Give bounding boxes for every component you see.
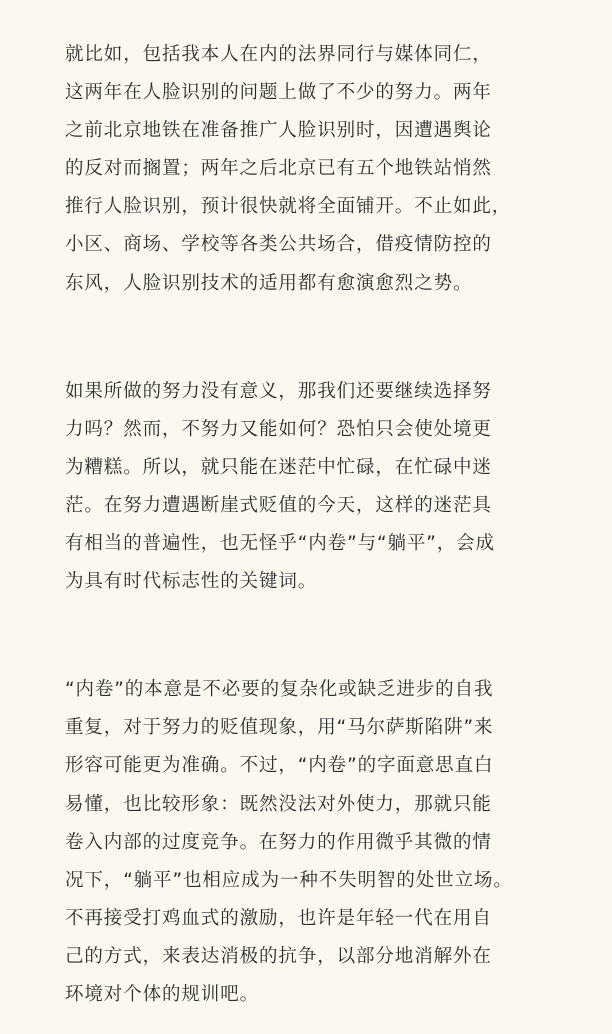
text-line: 之前北京地铁在准备推广人脸识别时，因遭遇舆论: [65, 120, 492, 142]
text-line: 为具有时代标志性的关键词。: [65, 571, 318, 593]
paragraph-1: [65, 36, 580, 303]
text-line: 茫。在努力遭遇断崖式贬值的今天，这样的迷茫具: [65, 494, 492, 516]
text-line: 推行人脸识别，预计很快就将全面铺开。不止如此，: [65, 196, 512, 218]
text-line: 为糟糕。所以，就只能在迷茫中忙碌，在忙碌中迷: [65, 456, 492, 478]
text-line: 如果所做的努力没有意义，那我们还要继续选择努: [65, 380, 492, 402]
text-line: 己的方式，来表达消极的抗争，以部分地消解外在: [65, 945, 492, 967]
text-line: 力吗？然而，不努力又能如何？恐怕只会使处境更: [65, 418, 492, 440]
text-line: 重复，对于努力的贬值现象，用“马尔萨斯陷阱”来: [65, 717, 494, 739]
text-line: 有相当的普遍性，也无怪乎“内卷”与“躺平”，会成: [65, 533, 495, 555]
text-line: “内卷”的本意是不必要的复杂化或缺乏进步的自我: [65, 679, 494, 701]
text-line: 的反对而搁置；两年之后北京已有五个地铁站悄然: [65, 158, 492, 180]
text-line: 小区、商场、学校等各类公共场合，借疫情防控的: [65, 234, 492, 256]
paragraph-2: [65, 373, 580, 602]
text-line: 东风，人脸识别技术的适用都有愈演愈烈之势。: [65, 272, 473, 294]
text-line: 况下，“躺平”也相应成为一种不失明智的处世立场。: [65, 869, 513, 891]
text-line: 卷入内部的过度竞争。在努力的作用微乎其微的情: [65, 831, 492, 853]
paragraph-3: [65, 671, 580, 1014]
text-line: 环境对个体的规训吧。: [65, 983, 260, 1005]
text-line: 就比如，包括我本人在内的法界同行与媒体同仁，: [65, 44, 492, 65]
text-line: 形容可能更为准确。不过，“内卷”的字面意思直白: [65, 755, 494, 777]
text-line: 易懂，也比较形象：既然没法对外使力，那就只能: [65, 793, 492, 815]
text-line: 不再接受打鸡血式的激励，也许是年轻一代在用自: [65, 907, 492, 929]
text-line: 这两年在人脸识别的问题上做了不少的努力。两年: [65, 82, 492, 104]
